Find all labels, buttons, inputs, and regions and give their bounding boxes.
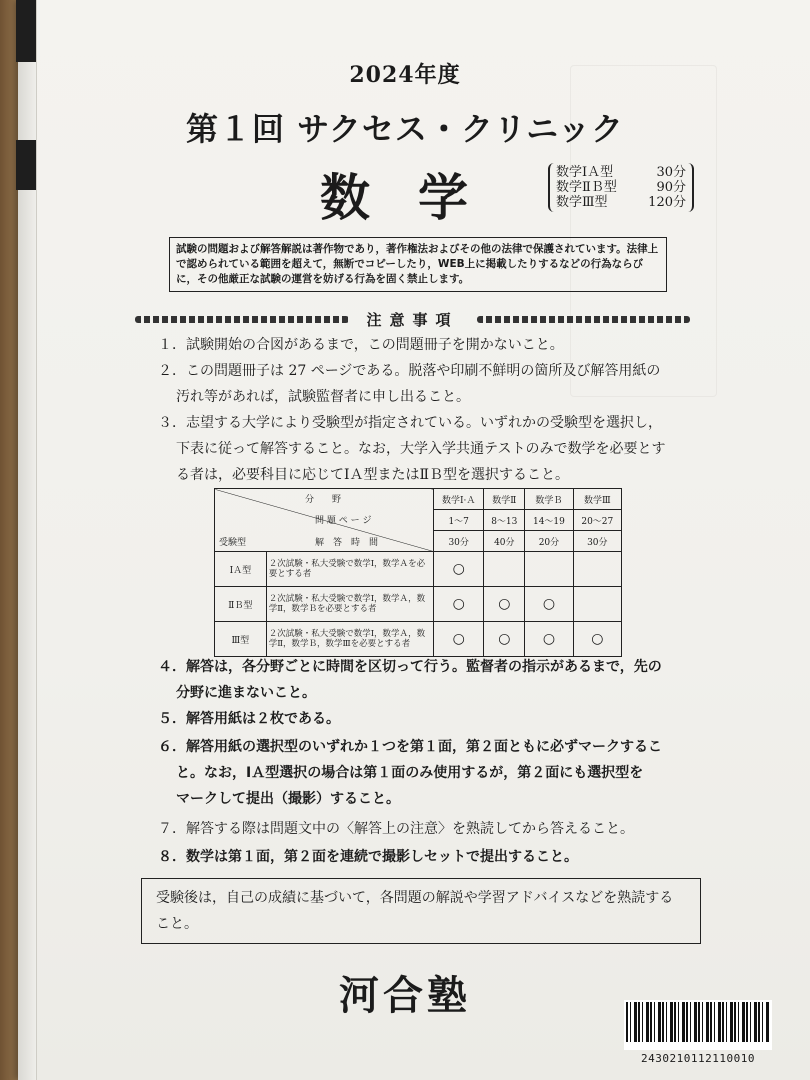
table-col-pages: 8～13 (484, 510, 525, 531)
instruction-line: ２．この問題冊子は 27 ページである。脱落や印刷不鮮明の箇所及び解答用紙の (158, 363, 661, 379)
table-header-time: 解 答 時 間 (315, 538, 379, 548)
table-mark: ○ (434, 587, 484, 622)
table-row-type: Ⅲ型 (215, 622, 267, 657)
instruction-line: ６．解答用紙の選択型のいずれか１つを第１面，第２面ともに必ずマークするこ (158, 739, 662, 755)
exam-year: 2024年度 (349, 62, 461, 88)
table-col-time: 30分 (434, 531, 484, 552)
table-row (215, 552, 622, 587)
instruction-line: ７．解答する際は問題文中の〈解答上の注意〉を熟読してから答えること。 (158, 821, 634, 837)
table-mark: ○ (484, 622, 525, 657)
instruction-line: マークして提出（撮影）すること。 (176, 791, 400, 807)
instruction-2 (158, 358, 678, 410)
exam-type-time: 90分 (656, 180, 686, 195)
instruction-line: 汚れ等があれば，試験監督者に申し出ること。 (176, 389, 470, 405)
table-mark (573, 587, 621, 622)
instruction-line: る者は，必要科目に応じてⅠＡ型またはⅡＢ型を選択すること。 (176, 467, 570, 483)
table-mark: ○ (484, 587, 525, 622)
notice-header (135, 308, 690, 330)
table-row (215, 622, 622, 657)
table-mark: ○ (525, 622, 573, 657)
instruction-line: ８．数学は第１面，第２面を連続で撮影しセットで提出すること。 (158, 849, 578, 865)
table-row (215, 587, 622, 622)
exam-type-name: 数学ⅡＢ型 (556, 180, 617, 195)
table-col-time: 30分 (573, 531, 621, 552)
table-col-name: 数学Ｂ (525, 489, 573, 510)
table-corner-cell (215, 489, 434, 552)
decorative-rule (477, 316, 691, 323)
table-mark: ○ (573, 622, 621, 657)
table-mark: ○ (525, 587, 573, 622)
instruction-line: ４．解答は，各分野ごとに時間を区切って行う。監督者の指示があるまで，先の (158, 659, 662, 675)
table-col-time: 20分 (525, 531, 573, 552)
exam-type-time: 30分 (656, 165, 686, 180)
exam-type-row (556, 180, 686, 195)
exam-type-name: 数学ⅠＡ型 (556, 165, 614, 180)
instruction-line: 分野に進まないこと。 (176, 685, 316, 701)
table-mark: ○ (434, 552, 484, 587)
instruction-4 (158, 654, 678, 706)
copyright-notice: 試験の問題および解答解説は著作物であり，著作権法およびその他の法律で保護されています。法律上で認められている範囲を超えて，無断でコピーしたり，WEB上に掲載したりするなどの行為ならびに，その他厳正な試験の運営を妨げる行為を固く禁止します。 (169, 237, 667, 292)
instruction-line: ３．志望する大学により受験型が指定されている。いずれかの受験型を選択し， (158, 415, 662, 431)
table-row-desc: ２次試験・私大受験で数学Ⅰ，数学Ａ，数学Ⅱ，数学Ｂを必要とする者 (266, 587, 433, 622)
barcode-bars (626, 1002, 770, 1042)
exam-type-time: 120分 (648, 195, 686, 210)
decorative-rule (135, 316, 349, 323)
table-row-desc: ２次試験・私大受験で数学Ⅰ，数学Ａ，数学Ⅱ，数学Ｂ，数学Ⅲを必要とする者 (266, 622, 433, 657)
instruction-1 (158, 332, 678, 358)
barcode (624, 1000, 772, 1050)
instruction-line: 下表に従って解答すること。なお，大学入学共通テストのみで数学を必要とす (176, 441, 666, 457)
table-row-type: ⅡＢ型 (215, 587, 267, 622)
instruction-6 (158, 734, 678, 812)
exam-type-name: 数学Ⅲ型 (556, 195, 608, 210)
instruction-line: と。なお，ⅠＡ型選択の場合は第１面のみ使用するが，第２面にも選択型を (176, 765, 644, 781)
table-header-field: 分 野 (305, 495, 342, 505)
table-col-name: 数学Ⅰ·Ａ (434, 489, 484, 510)
table-mark (484, 552, 525, 587)
table-col-pages: 1～7 (434, 510, 484, 531)
table-header-pages: 問 題 ペ ー ジ (315, 516, 372, 526)
exam-type-row (556, 195, 686, 210)
exam-title: 第１回 サクセス・クリニック (186, 110, 624, 148)
exam-schedule-table (214, 488, 622, 657)
subject-title: 数学 (320, 169, 516, 227)
table-col-pages: 20～27 (573, 510, 621, 531)
table-row-desc: ２次試験・私大受験で数学Ⅰ，数学Ａを必要とする者 (266, 552, 433, 587)
table-mark: ○ (434, 622, 484, 657)
notice-title: 注意事項 (366, 310, 459, 329)
table-col-name: 数学Ⅱ (484, 489, 525, 510)
exam-types-box (548, 163, 694, 212)
table-col-pages: 14～19 (525, 510, 573, 531)
barcode-number: 2430210112110010 (641, 1052, 755, 1065)
table-mark (573, 552, 621, 587)
instruction-8 (158, 844, 678, 870)
table-row-type: ⅠＡ型 (215, 552, 267, 587)
post-exam-note: 受験後は，自己の成績に基づいて，各問題の解説や学習アドバイスなどを熟読すること。 (141, 878, 701, 944)
table-col-name: 数学Ⅲ (573, 489, 621, 510)
instruction-line: ５．解答用紙は２枚である。 (158, 711, 340, 727)
instruction-3 (158, 410, 678, 488)
kawaijuku-logo: 河合塾 (339, 973, 471, 1019)
instruction-line: １．試験開始の合図があるまで，この問題冊子を開かないこと。 (158, 337, 564, 353)
exam-type-row (556, 165, 686, 180)
instruction-5 (158, 706, 678, 732)
table-mark (525, 552, 573, 587)
table-col-time: 40分 (484, 531, 525, 552)
table-header-type: 受験型 (219, 538, 247, 548)
instruction-7 (158, 816, 678, 842)
binding-tab (16, 0, 36, 62)
